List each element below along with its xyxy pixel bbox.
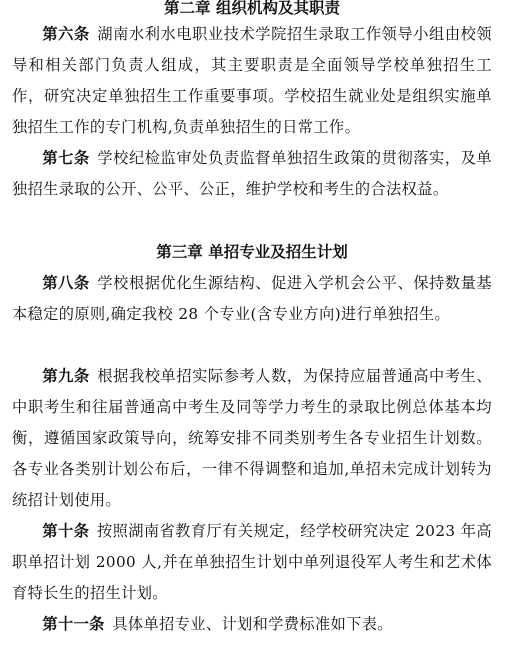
article-7-text: 学校纪检监审处负责监督单独招生政策的贯彻落实，及单独招生录取的公开、公平、公正，维护学校和考生的合法权益。 xyxy=(12,149,493,198)
article-9 xyxy=(12,361,492,516)
article-11-label: 第十一条 xyxy=(42,615,105,633)
article-8-text: 学校根据优化生源结构、促进入学机会公平、保持数量基本稳定的原则,确定我校 28 个专业(含专业方向)进行单独招生。 xyxy=(12,274,493,323)
article-6 xyxy=(12,19,492,143)
article-9-label: 第九条 xyxy=(42,367,90,385)
article-10 xyxy=(12,516,492,609)
article-11-text: 具体单招专业、计划和学费标准如下表。 xyxy=(112,615,393,633)
article-6-label: 第六条 xyxy=(42,25,90,43)
article-10-text: 按照湖南省教育厅有关规定，经学校研究决定 2023 年高职单招计划 2000 人,并在单独招生计划中单列退役军人考生和艺术体育特长生的招生计划。 xyxy=(12,522,492,602)
article-6-text: 湖南水利水电职业技术学院招生录取工作领导小组由校领导和相关部门负责人组成，其主要职责是全面领导学校单独招生工作，研究决定单独招生工作重要事项。学校招生就业处是组织实施单独招生工作的专门机构,负责单独招生的日常工作。 xyxy=(12,25,493,136)
chapter-2-title: 第二章 组织机构及其职责 xyxy=(164,0,340,17)
article-7-label: 第七条 xyxy=(42,149,90,167)
article-9-text: 根据我校单招实际参考人数，为保持应届普通高中考生、中职考生和往届普通高中考生及同等学力考生的录取比例总体基本均衡，遵循国家政策导向，统筹安排不同类别考生各专业招生计划数。各专业各类别计划公布后，一律不得调整和追加,单招未完成计划转为统招计划使用。 xyxy=(12,367,493,509)
chapter-3-title: 第三章 单招专业及招生计划 xyxy=(156,243,348,261)
article-7 xyxy=(12,143,492,236)
article-8-label: 第八条 xyxy=(42,274,90,292)
article-8 xyxy=(12,268,492,361)
article-10-label: 第十条 xyxy=(42,522,90,540)
article-11 xyxy=(12,609,492,640)
